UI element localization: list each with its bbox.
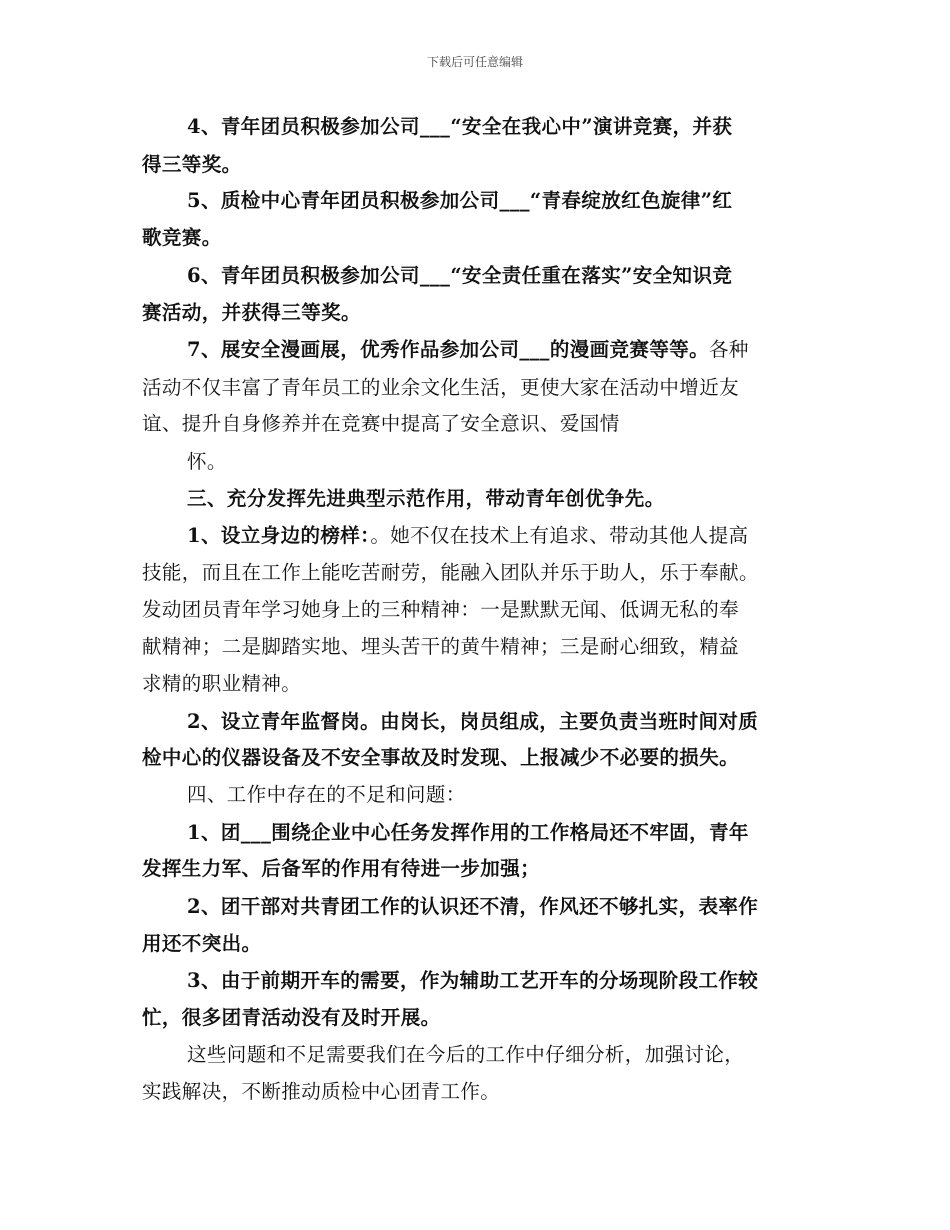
paragraph-line: 检中心的仪器设备及不安全事故及时发现、上报减少不必要的损失。: [142, 746, 740, 769]
paragraph-line: 技能，而且在工作上能吃苦耐劳，能融入团队并乐于助人，乐于奉献。: [142, 561, 759, 584]
paragraph-line: 活动不仅丰富了青年员工的业余文化生活，更使大家在活动中增近友: [142, 376, 740, 399]
paragraph-line: 歌竞赛。: [142, 226, 222, 249]
paragraph-line: 4、青年团员积极参加公司___“安全在我心中”演讲竞赛，并获: [187, 115, 733, 138]
paragraph-line: 实践解决，不断推动质检中心团青工作。: [142, 1080, 501, 1103]
normal-segment: 各种: [709, 338, 749, 361]
paragraph-line: 怀。: [187, 450, 227, 473]
paragraph-line: 3、由于前期开车的需要，作为辅助工艺开车的分场现阶段工作较: [187, 969, 759, 992]
paragraph-line: 5、质检中心青年团员积极参加公司___“青春绽放红色旋律”红: [187, 189, 733, 212]
section-heading: 四、工作中存在的不足和问题：: [187, 783, 466, 806]
paragraph-line: 这些问题和不足需要我们在今后的工作中仔细分析，加强讨论，: [187, 1043, 745, 1066]
section-heading: 三、充分发挥先进典型示范作用，带动青年创优争先。: [187, 487, 665, 510]
paragraph-line: 得三等奖。: [142, 153, 242, 176]
paragraph-line: 6、青年团员积极参加公司___“安全责任重在落实”安全知识竞: [187, 264, 733, 287]
paragraph-line: [187, 522, 877, 550]
paragraph-line: 用还不突出。: [142, 932, 262, 955]
paragraph-line: 2、设立青年监督岗。由岗长，岗员组成，主要负责当班时间对质: [187, 710, 759, 733]
paragraph-line: 发动团员青年学习她身上的三种精神：一是默默无闻、低调无私的奉: [142, 598, 740, 621]
page-header: 下载后可任意编辑: [426, 55, 523, 69]
normal-segment: 。她不仅在技术上有追求、带动其他人提高: [370, 524, 749, 547]
paragraph-line: 求精的职业精神。: [142, 672, 302, 695]
paragraph-line: 2、团干部对共青团工作的认识还不清，作风还不够扎实，表率作: [187, 895, 759, 918]
paragraph-line: 忙，很多团青活动没有及时开展。: [142, 1006, 441, 1029]
paragraph-line: 1、团___围绕企业中心任务发挥作用的工作格局还不牢固，青年: [187, 821, 749, 844]
paragraph-line: 献精神；二是脚踏实地、埋头苦干的黄牛精神；三是耐心细致，精益: [142, 635, 740, 658]
bold-segment: 1、设立身边的榜样：: [187, 524, 371, 547]
bold-segment: 7、展安全漫画展，优秀作品参加公司___的漫画竞赛等等。: [187, 338, 710, 361]
paragraph-line: 赛活动，并获得三等奖。: [142, 301, 361, 324]
paragraph-line: 谊、提升自身修养并在竞赛中提高了安全意识、爱国情: [142, 412, 620, 435]
paragraph-line: [187, 336, 877, 364]
paragraph-line: 发挥生力军、后备军的作用有待进一步加强；: [142, 857, 541, 880]
